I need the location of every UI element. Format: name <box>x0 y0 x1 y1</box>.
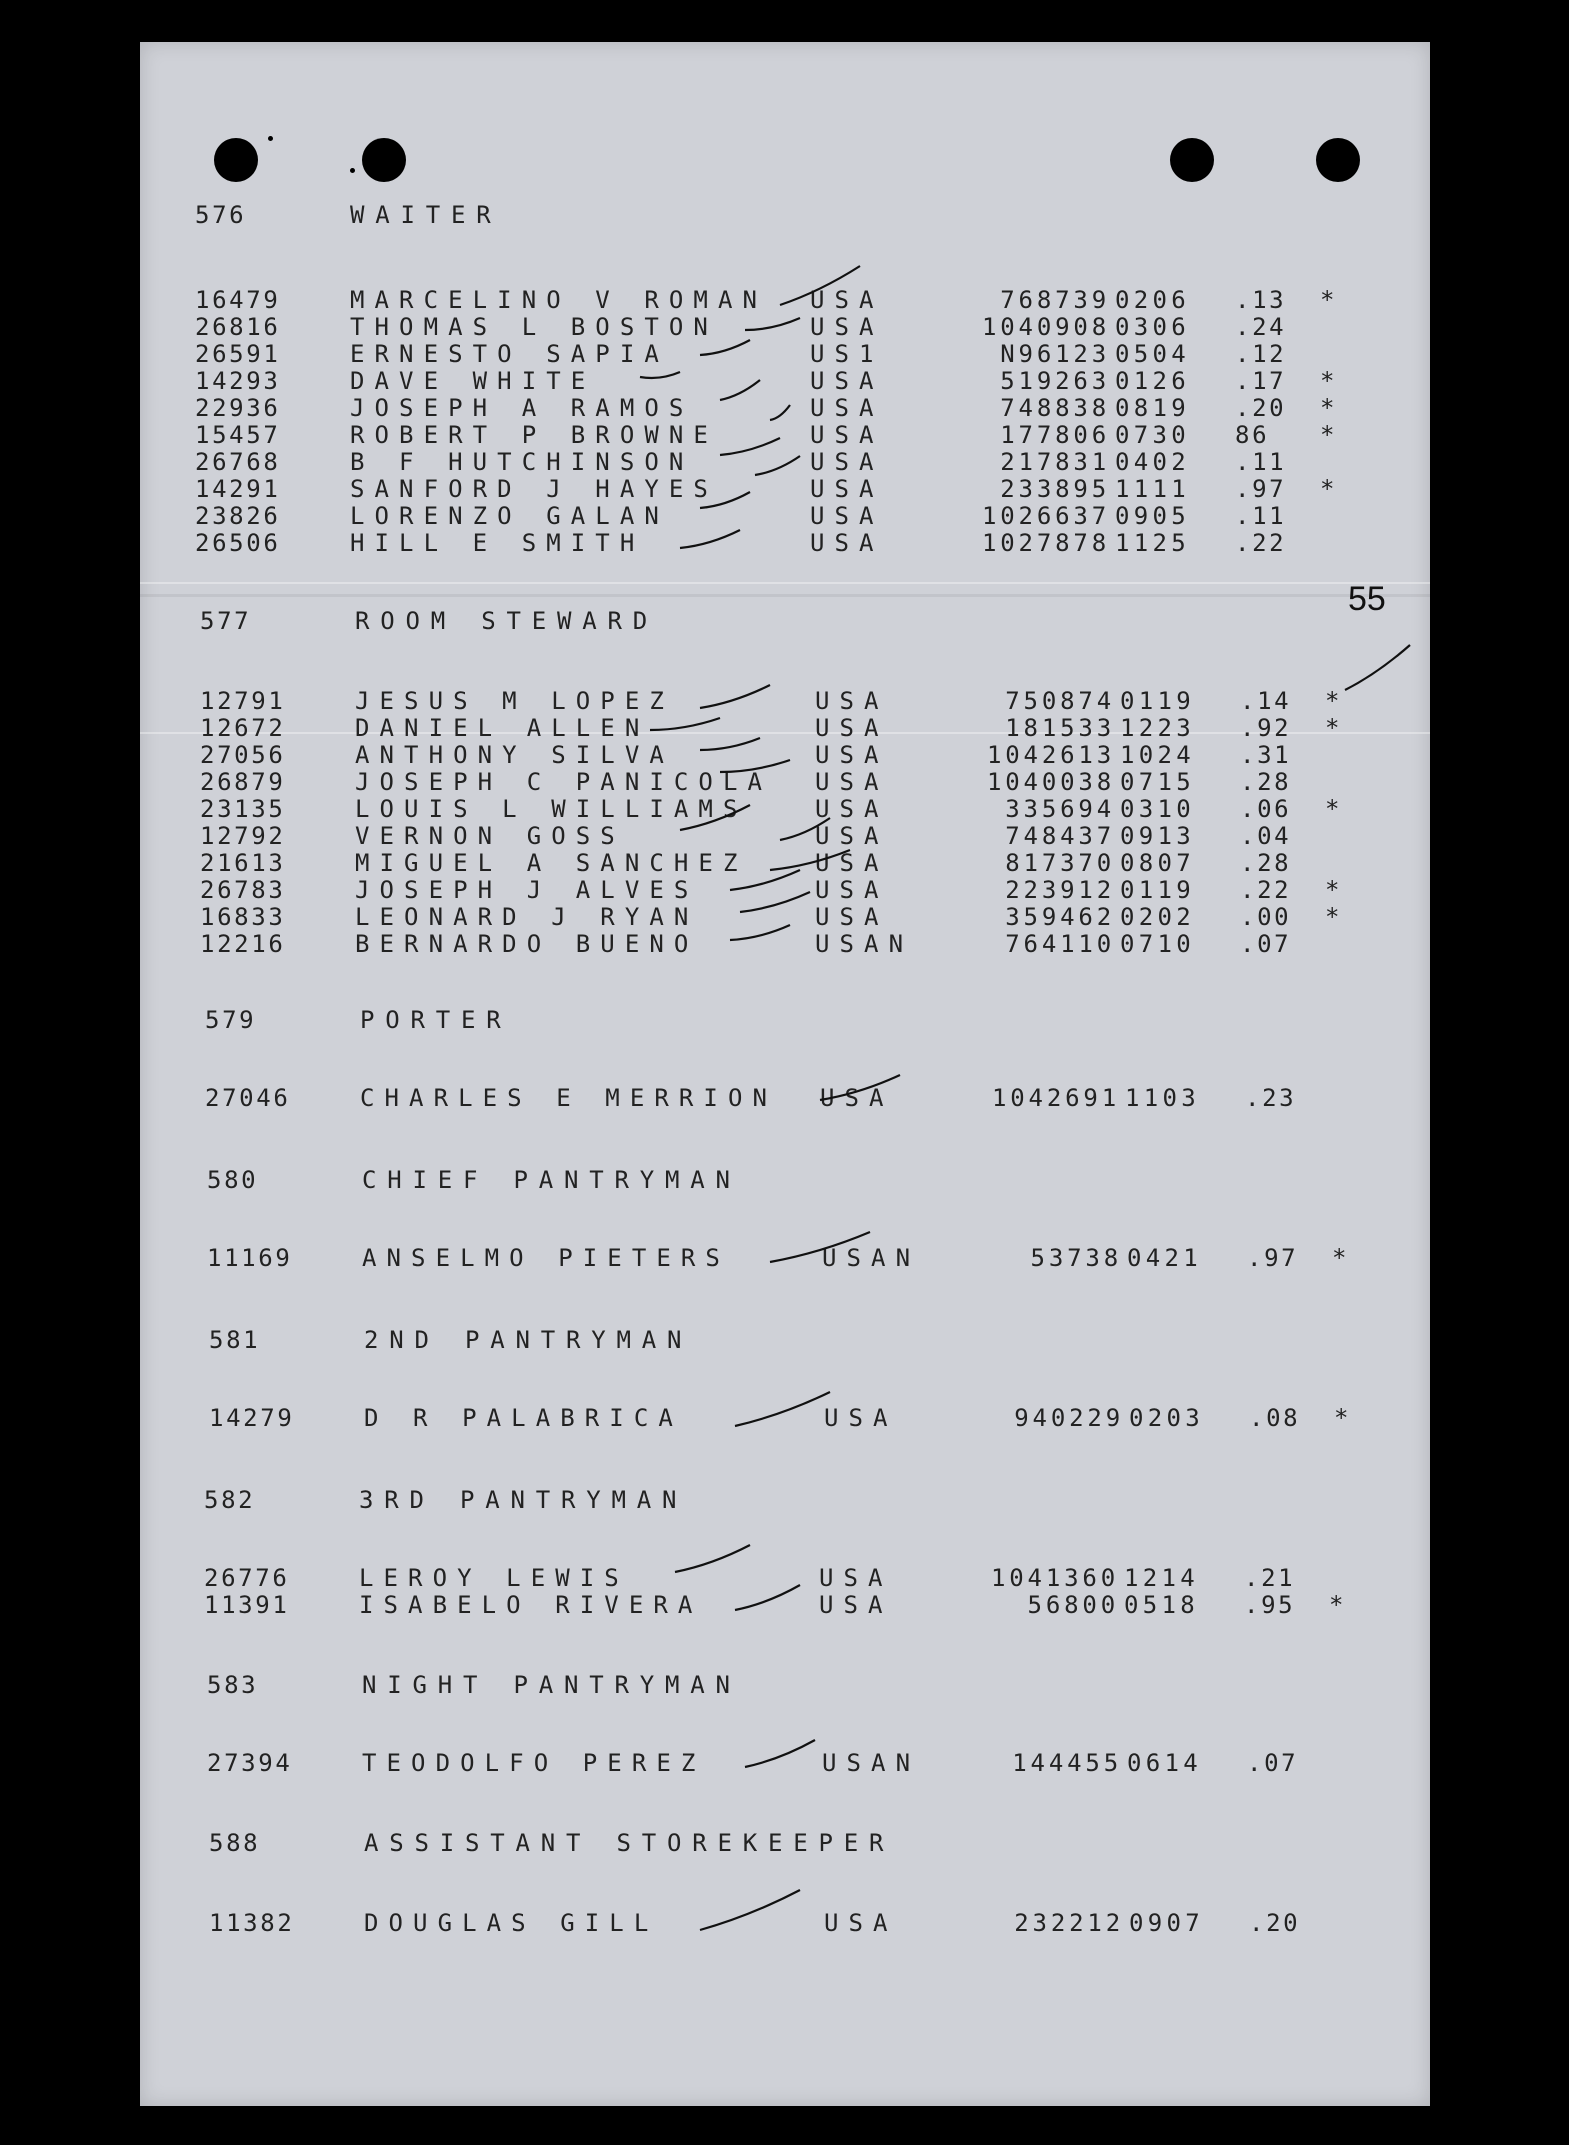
crew-country: USA <box>815 876 889 904</box>
crew-number: 750874 <box>1005 687 1115 715</box>
crew-country: USA <box>810 529 884 557</box>
check-mark <box>675 1545 750 1572</box>
crew-id: 11391 <box>204 1591 290 1619</box>
crew-name: TEODOLFO PEREZ <box>362 1749 706 1777</box>
crew-number: 177806 <box>1000 421 1110 449</box>
crew-number: 359462 <box>1005 903 1115 931</box>
crew-number: 940229 <box>1014 1404 1124 1432</box>
crew-number: 519263 <box>1000 367 1110 395</box>
section-title: 3RD PANTRYMAN <box>359 1486 688 1514</box>
crew-country: USAN <box>822 1749 921 1777</box>
crew-country: USA <box>815 768 889 796</box>
crew-number: 817370 <box>1005 849 1115 877</box>
crew-star: * <box>1320 475 1338 503</box>
crew-country: USA <box>810 448 884 476</box>
crew-star: * <box>1320 394 1338 422</box>
crew-name: ROBERT P BROWNE <box>350 421 718 449</box>
crew-star: * <box>1320 367 1338 395</box>
crew-star: * <box>1329 1591 1347 1619</box>
crew-id: 12792 <box>200 822 286 850</box>
crew-date: 0710 <box>1120 930 1196 958</box>
crew-star: * <box>1325 795 1343 823</box>
crew-name: LOUIS L WILLIAMS <box>355 795 748 823</box>
check-mark <box>735 1585 800 1610</box>
crew-country: USA <box>810 475 884 503</box>
crew-number: 768739 <box>1000 286 1110 314</box>
crew-id: 11382 <box>209 1909 295 1937</box>
crew-number: 748437 <box>1005 822 1115 850</box>
crew-rate: .11 <box>1235 502 1287 530</box>
crew-id: 14279 <box>209 1404 295 1432</box>
crew-number: 748838 <box>1000 394 1110 422</box>
crew-country: USA <box>810 394 884 422</box>
section-code: 580 <box>207 1166 259 1194</box>
crew-date: 0913 <box>1120 822 1196 850</box>
crew-name: JOSEPH A RAMOS <box>350 394 694 422</box>
crew-country: USA <box>815 795 889 823</box>
section-title: NIGHT PANTRYMAN <box>362 1671 741 1699</box>
crew-rate: .24 <box>1235 313 1287 341</box>
crew-number: 56800 <box>1027 1591 1119 1619</box>
check-mark <box>700 340 750 355</box>
crew-name: CHARLES E MERRION <box>360 1084 777 1112</box>
crew-rate: .17 <box>1235 367 1287 395</box>
section-title: ASSISTANT STOREKEEPER <box>364 1829 895 1857</box>
crew-country: USA <box>810 367 884 395</box>
check-mark <box>780 266 860 305</box>
crew-name: MARCELINO V ROMAN <box>350 286 767 314</box>
check-mark <box>820 1075 900 1100</box>
check-mark <box>745 1740 815 1767</box>
crew-date: 0807 <box>1120 849 1196 877</box>
crew-name: DOUGLAS GILL <box>364 1909 659 1937</box>
crew-country: USA <box>824 1404 898 1432</box>
crew-rate: .13 <box>1235 286 1287 314</box>
crew-id: 23135 <box>200 795 286 823</box>
crew-date: 1223 <box>1120 714 1196 742</box>
section-code: 583 <box>207 1671 259 1699</box>
crew-id: 26816 <box>195 313 281 341</box>
check-mark <box>680 805 750 830</box>
crew-country: USA <box>820 1084 894 1112</box>
crew-rate: .07 <box>1247 1749 1299 1777</box>
crew-rate: .06 <box>1240 795 1292 823</box>
crew-date: 1103 <box>1125 1084 1201 1112</box>
crew-country: USA <box>815 822 889 850</box>
crew-date: 0715 <box>1120 768 1196 796</box>
check-mark <box>720 380 760 400</box>
section-code: 582 <box>204 1486 256 1514</box>
crew-number: 232212 <box>1014 1909 1124 1937</box>
crew-number: 1042691 <box>991 1084 1120 1112</box>
crew-name: JOSEPH C PANICOLA <box>355 768 772 796</box>
crew-name: ANSELMO PIETERS <box>362 1244 730 1272</box>
crew-name: DANIEL ALLEN <box>355 714 650 742</box>
crew-name: BERNARDO BUENO <box>355 930 699 958</box>
crew-date: 0905 <box>1115 502 1191 530</box>
check-mark <box>745 318 800 330</box>
crew-number: 764110 <box>1005 930 1115 958</box>
check-mark <box>770 850 850 870</box>
crew-rate: .28 <box>1240 768 1292 796</box>
crew-rate: .08 <box>1249 1404 1301 1432</box>
check-mark <box>700 738 760 750</box>
crew-date: 0310 <box>1120 795 1196 823</box>
crew-rate: .00 <box>1240 903 1292 931</box>
crew-name: HILL E SMITH <box>350 529 645 557</box>
check-mark <box>770 405 790 420</box>
crew-country: USA <box>819 1591 893 1619</box>
crew-rate: 86 <box>1235 421 1270 449</box>
section-title: 2ND PANTRYMAN <box>364 1326 693 1354</box>
crew-rate: .21 <box>1244 1564 1296 1592</box>
crew-star: * <box>1325 687 1343 715</box>
check-mark <box>1345 645 1410 690</box>
section-code: 588 <box>209 1829 261 1857</box>
crew-number: 181533 <box>1005 714 1115 742</box>
crew-number: 53738 <box>1030 1244 1122 1272</box>
section-title: ROOM STEWARD <box>355 607 658 635</box>
check-mark <box>700 685 770 708</box>
crew-id: 11169 <box>207 1244 293 1272</box>
check-mark <box>770 1232 870 1262</box>
crew-country: USA <box>819 1564 893 1592</box>
crew-id: 27394 <box>207 1749 293 1777</box>
crew-rate: .12 <box>1235 340 1287 368</box>
crew-date: 0206 <box>1115 286 1191 314</box>
crew-date: 0730 <box>1115 421 1191 449</box>
check-mark <box>730 870 800 890</box>
crew-name: LEROY LEWIS <box>359 1564 629 1592</box>
crew-country: USA <box>815 903 889 931</box>
crew-country: USA <box>824 1909 898 1937</box>
crew-number: 1040908 <box>981 313 1110 341</box>
crew-name: B F HUTCHINSON <box>350 448 694 476</box>
section-code: 579 <box>205 1006 257 1034</box>
crew-rate: .31 <box>1240 741 1292 769</box>
crew-rate: .92 <box>1240 714 1292 742</box>
crew-id: 12791 <box>200 687 286 715</box>
check-mark <box>780 818 830 840</box>
crew-rate: .14 <box>1240 687 1292 715</box>
crew-id: 14291 <box>195 475 281 503</box>
crew-date: 1111 <box>1115 475 1191 503</box>
crew-id: 15457 <box>195 421 281 449</box>
check-mark <box>735 1392 830 1426</box>
crew-rate: .22 <box>1235 529 1287 557</box>
crew-name: MIGUEL A SANCHEZ <box>355 849 748 877</box>
crew-date: 0119 <box>1120 687 1196 715</box>
crew-star: * <box>1325 903 1343 931</box>
crew-number: 1041360 <box>990 1564 1119 1592</box>
check-mark <box>640 372 680 378</box>
crew-rate: .20 <box>1235 394 1287 422</box>
crew-rate: .28 <box>1240 849 1292 877</box>
crew-date: 0504 <box>1115 340 1191 368</box>
crew-star: * <box>1320 421 1338 449</box>
crew-date: 0203 <box>1129 1404 1205 1432</box>
page-number: 55 <box>1348 580 1386 618</box>
crew-name: DAVE WHITE <box>350 367 596 395</box>
crew-id: 12672 <box>200 714 286 742</box>
section-code: 576 <box>195 201 247 229</box>
crew-name: ANTHONY SILVA <box>355 741 674 769</box>
crew-number: 1042613 <box>986 741 1115 769</box>
crew-date: 0614 <box>1127 1749 1203 1777</box>
crew-star: * <box>1320 286 1338 314</box>
crew-country: US1 <box>810 340 884 368</box>
section-title: CHIEF PANTRYMAN <box>362 1166 741 1194</box>
crew-number: 223912 <box>1005 876 1115 904</box>
check-mark <box>720 438 780 455</box>
crew-country: USA <box>815 687 889 715</box>
crew-date: 0518 <box>1124 1591 1200 1619</box>
crew-rate: .95 <box>1244 1591 1296 1619</box>
check-mark <box>650 718 720 730</box>
crew-id: 26879 <box>200 768 286 796</box>
crew-id: 12216 <box>200 930 286 958</box>
crew-country: USA <box>815 849 889 877</box>
crew-name: THOMAS L BOSTON <box>350 313 718 341</box>
crew-number: 1026637 <box>981 502 1110 530</box>
crew-date: 0306 <box>1115 313 1191 341</box>
crew-rate: .07 <box>1240 930 1292 958</box>
crew-rate: .20 <box>1249 1909 1301 1937</box>
crew-rate: .04 <box>1240 822 1292 850</box>
crew-id: 27056 <box>200 741 286 769</box>
crew-star: * <box>1325 714 1343 742</box>
section-title: WAITER <box>350 201 502 229</box>
crew-id: 27046 <box>205 1084 291 1112</box>
crew-name: ERNESTO SAPIA <box>350 340 669 368</box>
section-code: 577 <box>200 607 252 635</box>
crew-number: 217831 <box>1000 448 1110 476</box>
section-title: PORTER <box>360 1006 512 1034</box>
crew-id: 26776 <box>204 1564 290 1592</box>
crew-id: 21613 <box>200 849 286 877</box>
crew-id: 16479 <box>195 286 281 314</box>
check-mark <box>680 530 740 548</box>
crew-country: USA <box>810 313 884 341</box>
crew-number: N96123 <box>1000 340 1110 368</box>
crew-date: 1125 <box>1115 529 1191 557</box>
crew-number: 1027878 <box>981 529 1110 557</box>
section-code: 581 <box>209 1326 261 1354</box>
crew-country: USA <box>810 421 884 449</box>
crew-country: USA <box>815 741 889 769</box>
crew-number: 144455 <box>1012 1749 1122 1777</box>
crew-number: 1040038 <box>986 768 1115 796</box>
crew-country: USA <box>810 286 884 314</box>
check-mark <box>740 892 810 912</box>
crew-number: 233895 <box>1000 475 1110 503</box>
crew-country: USAN <box>815 930 914 958</box>
crew-star: * <box>1325 876 1343 904</box>
crew-id: 22936 <box>195 394 281 422</box>
check-mark <box>730 925 790 940</box>
crew-name: ISABELO RIVERA <box>359 1591 703 1619</box>
crew-id: 26768 <box>195 448 281 476</box>
crew-id: 26783 <box>200 876 286 904</box>
crew-date: 0819 <box>1115 394 1191 422</box>
crew-name: VERNON GOSS <box>355 822 625 850</box>
crew-rate: .23 <box>1245 1084 1297 1112</box>
crew-name: D R PALABRICA <box>364 1404 683 1432</box>
crew-name: LEONARD J RYAN <box>355 903 699 931</box>
crew-country: USA <box>815 714 889 742</box>
crew-star: * <box>1332 1244 1350 1272</box>
crew-date: 0119 <box>1120 876 1196 904</box>
crew-name: JOSEPH J ALVES <box>355 876 699 904</box>
crew-id: 26591 <box>195 340 281 368</box>
crew-name: SANFORD J HAYES <box>350 475 718 503</box>
crew-name: JESUS M LOPEZ <box>355 687 674 715</box>
crew-date: 0126 <box>1115 367 1191 395</box>
crew-date: 1214 <box>1124 1564 1200 1592</box>
crew-date: 1024 <box>1120 741 1196 769</box>
crew-number: 335694 <box>1005 795 1115 823</box>
crew-id: 26506 <box>195 529 281 557</box>
check-mark <box>720 760 790 772</box>
check-mark <box>755 456 800 475</box>
crew-rate: .97 <box>1235 475 1287 503</box>
crew-date: 0202 <box>1120 903 1196 931</box>
crew-star: * <box>1334 1404 1352 1432</box>
check-mark <box>700 1890 800 1930</box>
crew-country: USA <box>810 502 884 530</box>
crew-date: 0907 <box>1129 1909 1205 1937</box>
crew-id: 23826 <box>195 502 281 530</box>
crew-country: USAN <box>822 1244 921 1272</box>
crew-rate: .22 <box>1240 876 1292 904</box>
crew-id: 16833 <box>200 903 286 931</box>
crew-rate: .11 <box>1235 448 1287 476</box>
crew-date: 0402 <box>1115 448 1191 476</box>
crew-name: LORENZO GALAN <box>350 502 669 530</box>
crew-rate: .97 <box>1247 1244 1299 1272</box>
crew-date: 0421 <box>1127 1244 1203 1272</box>
check-mark <box>700 492 750 508</box>
crew-id: 14293 <box>195 367 281 395</box>
